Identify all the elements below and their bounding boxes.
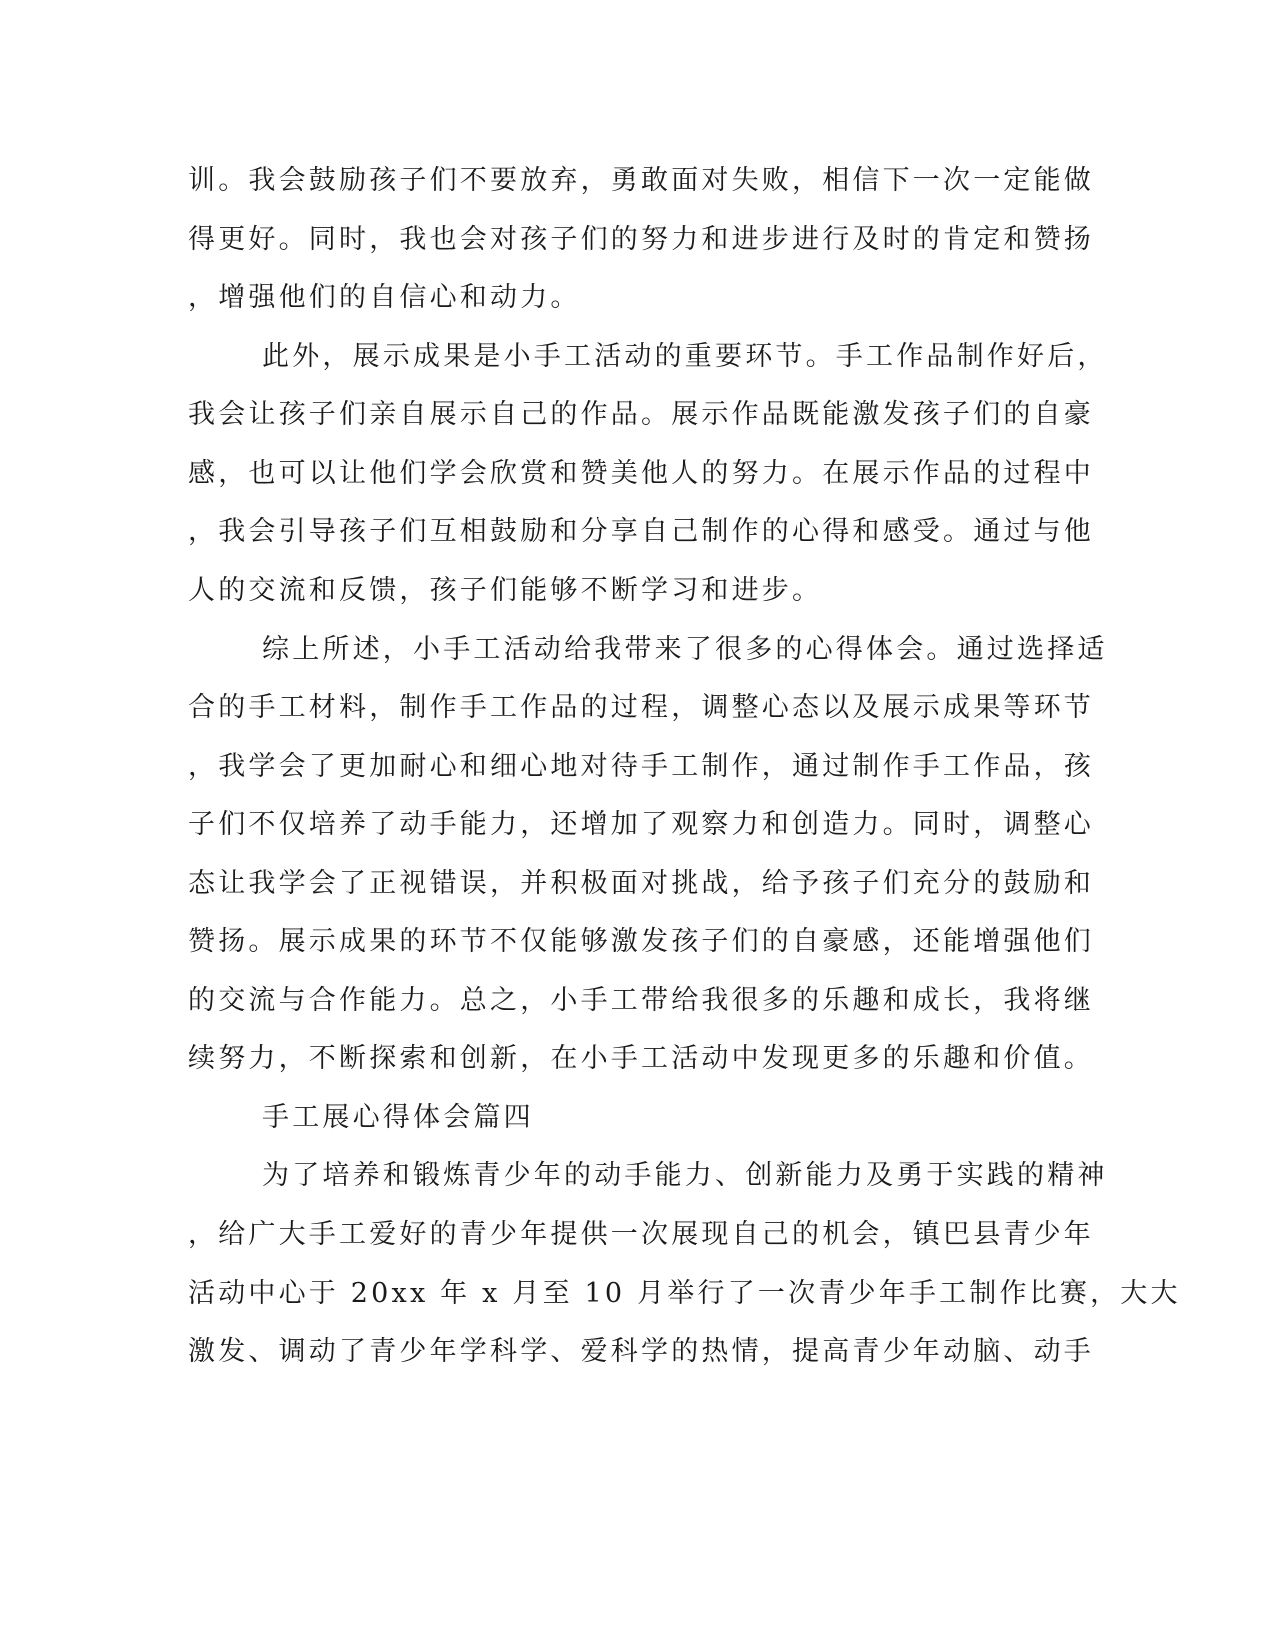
paragraph-line: 的交流与合作能力。总之，小手工带给我很多的乐趣和成长，我将继 [188,985,1094,1016]
section-heading: 手工展心得体会篇四 [262,1102,534,1133]
paragraph-line: 活动中心于 20xx 年 x 月至 10 月举行了一次青少年手工制作比赛，大大 [188,1278,1181,1309]
paragraph-line: 赞扬。展示成果的环节不仅能够激发孩子们的自豪感，还能增强他们 [188,926,1094,957]
paragraph-line: 激发、调动了青少年学科学、爱科学的热情，提高青少年动脑、动手 [188,1336,1094,1367]
paragraph-line: 合的手工材料，制作手工作品的过程，调整心态以及展示成果等环节 [188,692,1094,723]
paragraph-line: 综上所述，小手工活动给我带来了很多的心得体会。通过选择适 [262,634,1108,665]
paragraph-line: ，我会引导孩子们互相鼓励和分享自己制作的心得和感受。通过与他 [188,516,1094,547]
paragraph-line: 为了培养和锻炼青少年的动手能力、创新能力及勇于实践的精神 [262,1160,1108,1191]
paragraph-line: 人的交流和反馈，孩子们能够不断学习和进步。 [188,575,823,606]
paragraph-line: 得更好。同时，我也会对孩子们的努力和进步进行及时的肯定和赞扬 [188,224,1094,255]
paragraph-line: 我会让孩子们亲自展示自己的作品。展示作品既能激发孩子们的自豪 [188,399,1094,430]
paragraph-line: ，我学会了更加耐心和细心地对待手工制作，通过制作手工作品，孩 [188,751,1094,782]
paragraph-line: 感，也可以让他们学会欣赏和赞美他人的努力。在展示作品的过程中 [188,458,1094,489]
paragraph-line: 此外，展示成果是小手工活动的重要环节。手工作品制作好后， [262,341,1108,372]
paragraph-line: 训。我会鼓励孩子们不要放弃，勇敢面对失败，相信下一次一定能做 [188,165,1094,196]
paragraph-line: ，增强他们的自信心和动力。 [188,282,581,313]
paragraph-line: ，给广大手工爱好的青少年提供一次展现自己的机会，镇巴县青少年 [188,1219,1094,1250]
paragraph-line: 续努力，不断探索和创新，在小手工活动中发现更多的乐趣和价值。 [188,1043,1094,1074]
paragraph-line: 态让我学会了正视错误，并积极面对挑战，给予孩子们充分的鼓励和 [188,868,1094,899]
paragraph-line: 子们不仅培养了动手能力，还增加了观察力和创造力。同时，调整心 [188,809,1094,840]
